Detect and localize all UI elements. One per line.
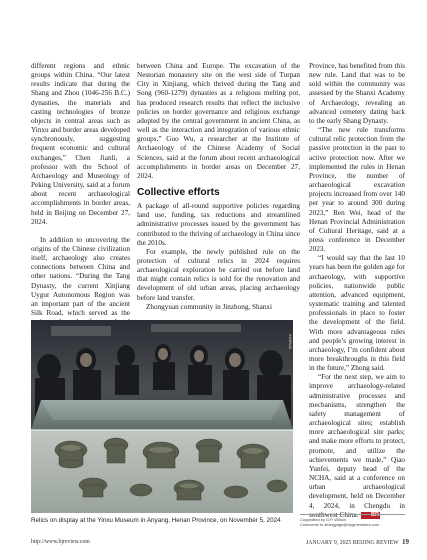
page-number: 19 — [402, 538, 409, 546]
credits-block — [300, 517, 410, 527]
photo-caption: Relics on display at the Yinxu Museum in Anyang, Henan Province, on November 5, 2024 — [31, 517, 281, 524]
column-3 — [309, 62, 405, 520]
photo-credit: XINHUA — [288, 334, 293, 350]
copyedit-credit: Copyedited by G.P. Wilson — [300, 517, 346, 522]
paragraph: between China and Europe. The excavation of the Nestorian monastery site on the west side of Turpan City in Xinjiang, which thrived during the Tang and Song (960-1279) dynasties as a religious melting pot, has produced research results that reflect the inclusive policies on border governance and religious exchange adopted by the central government in ancient China, as well as the interaction and integration of various ethnic groups,” Guo Wu, a researcher at the Institute of Archaeology of the Chinese Academy of Social Sciences, said at the forum about recent archaeological accomplishments in border areas on December 27, 2024. — [137, 62, 300, 180]
paragraph: In addition to uncovering the origins of the Chinese civilization itself, archaeology also creates connections between China and other nations. “During the Tang Dynasty, the current Xinjiang Uygur Autonomous Region was an important part of the ancient Silk Road, which served as the — [31, 235, 130, 318]
paragraph: Province, has benefited from this new rule. Land that was to be sold within the community was assessed by the Shanxi Academy of Archaeology, revealing an advanced cemetery dating back to the early Shang Dynasty. — [309, 62, 405, 125]
museum-photo-illustration — [31, 320, 293, 513]
paragraph: Zhongyuan community in Jinzhong, Shanxi — [146, 302, 272, 311]
paragraph — [309, 373, 405, 520]
section-heading: Collective efforts — [137, 187, 220, 199]
credits-divider — [300, 514, 405, 515]
footer-issue-info — [306, 538, 409, 546]
paragraph: A package of all-round supportive policies regarding land use, funding, tax reductions and streamlined administrative processes issued by the government has contributed to the thriving of archaeology in China since the 2010s. — [137, 202, 300, 247]
footer-website-link[interactable]: http://www.bjreview.com — [31, 539, 90, 545]
comments-email[interactable]: Comments to zhangyage@cipgmembers.com — [300, 522, 379, 528]
paragraph: “The new rule transforms cultural relic protection from the passive protection in the past to active protection now. After we implemented the rules in Henan Province, the number of archaeological excavation projects increased from over 140 per year to around 300 during 2023,” Ren Wei, head of the Henan Provincial Administration of Cultural Heritage, said at a press conference in December 2023. — [309, 126, 405, 254]
footer-date-publication: JANUARY 9, 2025 BEIJING REVIEW — [305, 540, 399, 546]
paragraph-text: “For the next step, we aim to improve archaeology-related administrative processes and mechanisms, strengthen the safety management of archaeological sites; establish more archaeological site parks; and make more efforts to protect, promote, and utilize the achievements we made,” Qiao Yunfei, deputy head of the NCHA, said at a conference on urban archaeological development, held on December 4, 2024, in Chengdu in southwest China. — [309, 373, 405, 519]
museum-photo — [31, 320, 293, 513]
paragraph: different regions and ethnic groups within China. “Our latest results indicate that during the Shang and Zhou (1046-256 B.C.) dynasties, the materials and casting technologies of bronze objects in central areas such as Yinxu and border areas developed synchronously, suggesting frequent economic and cultural exchanges,” Chen Jianli, a professor with the School of Archaeology and Museology of Peking University, said at a forum about recent archaeological accomplishments in border areas, held in Beijing on December 27, 2024. — [31, 62, 130, 226]
column-1 — [31, 62, 130, 337]
column-2 — [137, 62, 300, 312]
paragraph: For example, the newly published rule on the protection of cultural relics in 2024 requires archaeological exploration be carried out before land that might contain relics is sold for the renovation and development of old urban areas, placing archaeology before land transfer. — [137, 247, 300, 302]
paragraph: “I would say that the last 10 years has been the golden age for archaeology, with supportive policies, nationwide public attention, advanced equipment, systematic training and talented professionals in place to foster the development of the field. With more advantageous rules and people’s growing interest in archaeology, I’m confident about more breakthroughs in this field in the future,” Zhong said. — [309, 254, 405, 373]
br-end-mark: BR — [361, 512, 381, 519]
